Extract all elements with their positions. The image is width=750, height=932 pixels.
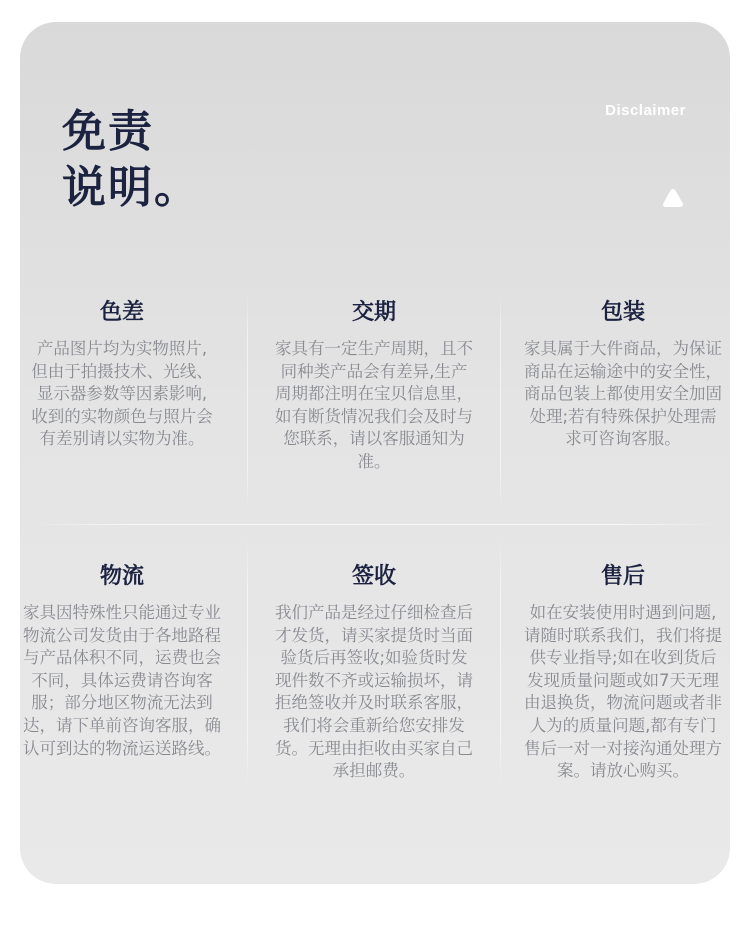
column-divider xyxy=(500,292,501,512)
page-title-line-1: 免责 xyxy=(62,106,154,157)
section-packaging xyxy=(523,298,723,451)
disclaimer-card xyxy=(20,22,730,884)
section-logistics xyxy=(22,562,222,760)
section-body: 产品图片均为实物照片,但由于拍摄技术、光线、显示器参数等因素影响,收到的实物颜色与照片会有差别请以实物为准。 xyxy=(31,339,213,449)
section-after-sales xyxy=(523,562,723,783)
section-color-difference xyxy=(22,298,222,451)
section-title: 交期 xyxy=(351,300,396,325)
section-title: 售后 xyxy=(600,564,645,589)
page-title-line-2: 说明。 xyxy=(62,162,200,213)
section-title: 物流 xyxy=(99,564,144,589)
section-title: 签收 xyxy=(351,564,396,589)
section-body: 家具因特殊性只能通过专业物流公司发货由于各地路程与产品体积不同，运费也会不同，具体运费请咨询客服；部分地区物流无法到达，请下单前咨询客服，确认可到达的物流运送路线。 xyxy=(23,603,221,758)
triangle-icon xyxy=(662,188,684,208)
section-body: 我们产品是经过仔细检查后才发货，请买家提货时当面验货后再签收;如验货时发现件数不齐或运输损坏，请拒绝签收并及时联系客服，我们将会重新给您安排发货。无理由拒收由买家自己承担邮费。 xyxy=(275,603,473,781)
section-title: 包装 xyxy=(600,300,645,325)
disclaimer-label: Disclaimer xyxy=(605,102,686,119)
page-title xyxy=(62,104,200,216)
section-body: 家具属于大件商品，为保证商品在运输途中的安全性，商品包装上都使用安全加固处理;若有特殊保护处理需求可咨询客服。 xyxy=(524,339,722,449)
section-title: 色差 xyxy=(99,300,144,325)
section-body: 家具有一定生产周期，且不同种类产品会有差异,生产周期都注明在宝贝信息里，如有断货情况我们会及时与您联系，请以客服通知为准。 xyxy=(275,339,473,471)
column-divider xyxy=(500,537,501,787)
section-delivery-time xyxy=(274,298,474,474)
section-receipt xyxy=(274,562,474,783)
section-body: 如在安装使用时遇到问题,请随时联系我们，我们将提供专业指导;如在收到货后发现质量问题或如7天无理由退换货，物流问题或者非人为的质量问题,都有专门售后一对一对接沟通处理方案。请放心购买。 xyxy=(524,603,722,781)
info-grid xyxy=(20,272,730,812)
row-divider xyxy=(30,524,720,525)
column-divider xyxy=(247,292,248,512)
column-divider xyxy=(247,537,248,787)
